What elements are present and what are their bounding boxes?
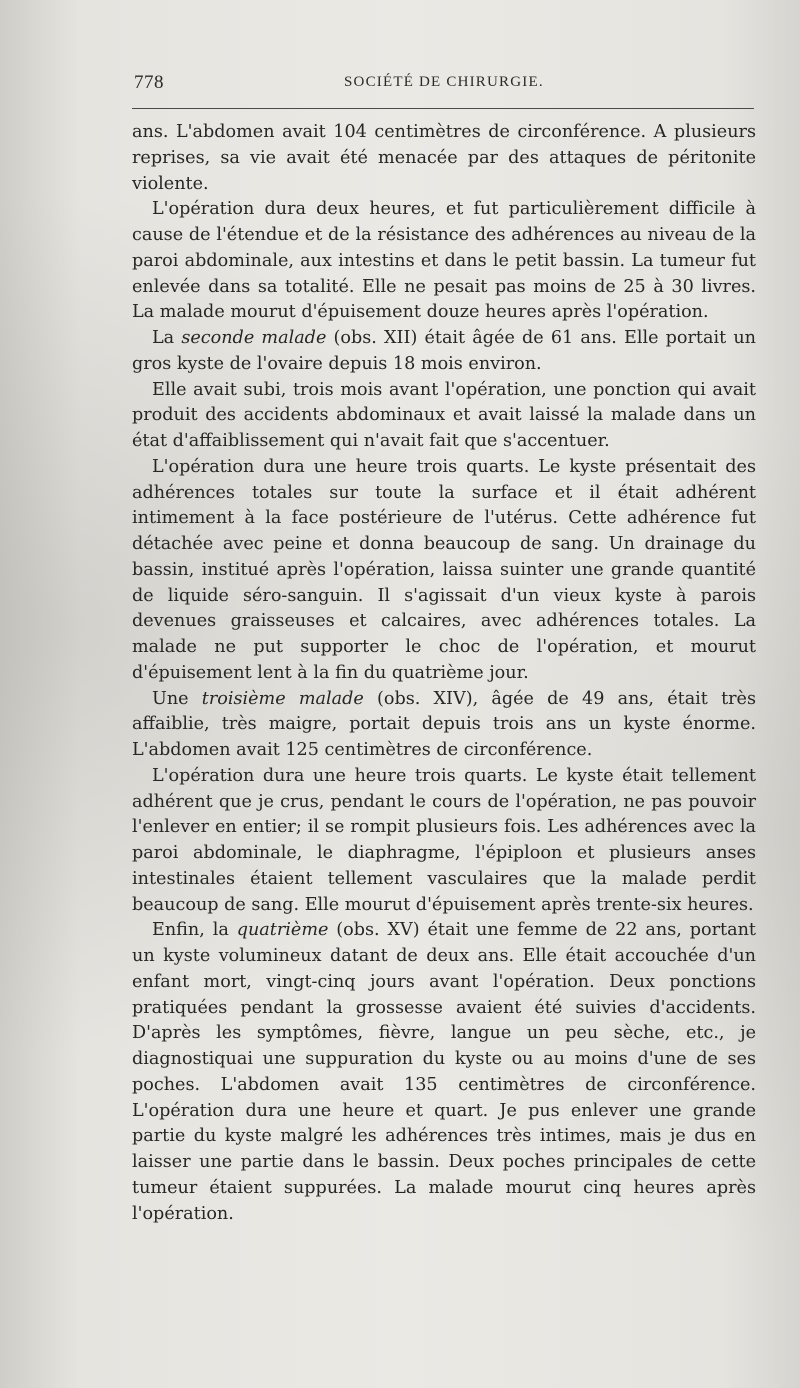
body-text [132,120,756,1227]
paragraph-6-rest: (obs. XIV), âgée de 49 ans, était très affaiblie, très maigre, portait depuis trois ans un kyste énorme. L'abdomen avait 125 centimètres de circonférence. [132,688,756,760]
paragraph-6-emphasis: troisième malade [201,688,364,709]
paragraph-2: L'opération dura deux heures, et fut particulièrement difficile à cause de l'étendue et de la résistance des adhérences au niveau de la paroi abdominale, aux intestins et dans le petit bassin. La tumeur fut enlevée dans sa totalité. Elle ne pesait pas moins de 25 à 30 livres. La malade mourut d'épuisement douze heures après l'opération. [132,199,756,323]
paragraph-3-emphasis: seconde malade [181,328,327,348]
paragraph-8-rest: (obs. XV) était une femme de 22 ans, portant un kyste volumineux datant de deux ans. Elle était accouchée d'un enfant mort, vingt-cinq jours avant l'opération. Deux ponctions pratiquées pendant la grossesse avaient été suivies d'accidents. D'après les symptômes, fièvre, langue un peu sèche, etc., je diagnostiquai une suppuration du kyste ou au moins d'une de ses poches. L'abdomen avait 135 centimètres de circonférence. L'opération dura une heure et quart. Je pus enlever une grande partie du kyste malgré les adhérences très intimes, mais je dus en laisser une partie dans le bassin. Deux poches principales de cette tumeur étaient suppurées. La malade mourut cinq heures après l'opération. [132,920,756,1224]
paragraph-6-lead: Une [152,688,202,709]
paragraph-8-emphasis: quatrième [236,920,329,941]
page-header [134,72,754,100]
paragraph-1: ans. L'abdomen avait 104 centimètres de circonférence. A plusieurs reprises, sa vie avait été menacée par des attaques de péritonite violente. [132,122,756,194]
paragraph-8-lead: Enfin, la [152,920,237,941]
header-rule [132,108,754,109]
paragraph-8 [132,918,756,1227]
paragraph-5: L'opération dura une heure trois quarts. Le kyste présentait des adhérences totales sur toute la surface et il était adhérent intimement à la face postérieure de l'utérus. Cette adhérence fut détachée avec peine et donna beaucoup de sang. Un drainage du bassin, institué après l'opération, laissa suinter une grande quantité de liquide séro-sanguin. Il s'agissait d'un vieux kyste à parois devenues graisseuses et calcaires, avec adhérences totales. La malade ne put supporter le choc de l'opération, et mourut d'épuisement lent à la fin du quatrième jour. [132,456,756,683]
running-head: SOCIÉTÉ DE CHIRURGIE. [344,74,544,90]
paragraph-6 [132,687,756,764]
paragraph-3 [132,326,756,378]
page-number: 778 [134,72,164,93]
paragraph-4: Elle avait subi, trois mois avant l'opération, une ponction qui avait produit des accidents abdominaux et avait laissé la malade dans un état d'affaiblissement qui n'avait fait que s'accentuer. [132,379,756,451]
paragraph-7: L'opération dura une heure trois quarts. Le kyste était tellement adhérent que je crus, pendant le cours de l'opération, ne pas pouvoir l'enlever en entier; il se rompit plusieurs fois. Les adhérences avec la paroi abdominale, le diaphragme, l'épiploon et plusieurs anses intestinales étaient tellement vasculaires que la malade perdit beaucoup de sang. Elle mourut d'épuisement après trente-six heures. [132,765,756,915]
paragraph-3-lead: La [152,328,182,348]
paragraph-3-rest: (obs. XII) était âgée de 61 ans. Elle portait un gros kyste de l'ovaire depuis 18 mois environ. [132,328,757,374]
